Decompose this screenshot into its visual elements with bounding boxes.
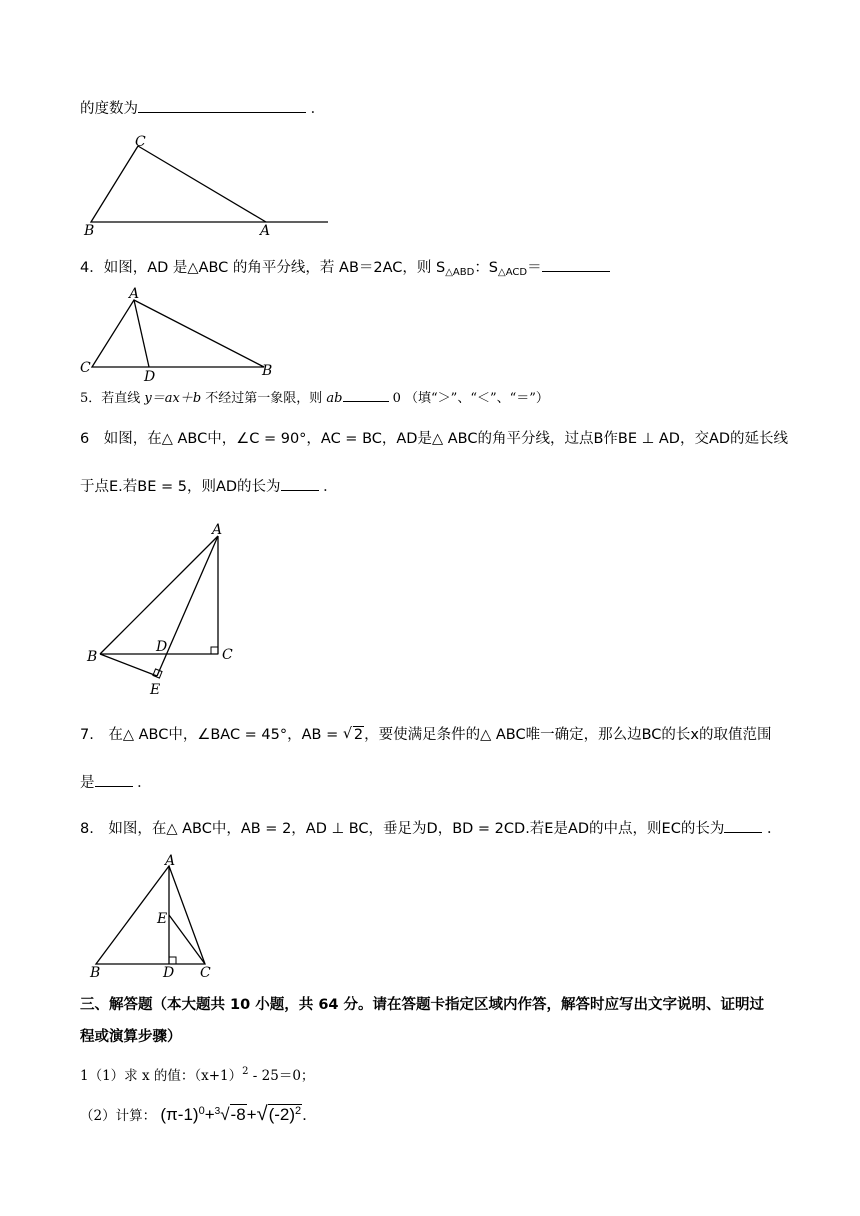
q5-tail: 0 （填“＞”、“＜”、“＝”） — [388, 391, 549, 406]
q6-text-1: 6 如图，在△ ABC中，∠C = 90°，AC = BC，AD是△ ABC的角平分线，过点B作BE ⊥ AD，交AD的延长线 — [80, 431, 789, 447]
q5-mid: 不经过第一象限，则 — [201, 391, 327, 406]
q1-exp-zero: 0 — [198, 1105, 205, 1117]
label-b: B — [262, 363, 273, 379]
label-d: D — [144, 369, 156, 384]
question-5 — [80, 389, 549, 408]
question-6-line-1 — [80, 430, 788, 448]
question-4 — [80, 257, 610, 282]
q6-period: ． — [323, 479, 338, 495]
question-6-line-2 — [80, 476, 338, 496]
q5-text: 5．若直线 — [80, 391, 145, 406]
q1-text-1: 1（1）求 x 的值：（x+1） — [80, 1068, 243, 1084]
q1-end-period: . — [302, 1105, 307, 1124]
figure-q8-triangle — [86, 854, 221, 980]
q7-text-3: 是 — [80, 775, 95, 791]
figure-q6-triangle — [82, 518, 252, 703]
square-root-symbol: √ — [256, 1103, 268, 1125]
q1-exponent: 2 — [242, 1066, 249, 1077]
label-b: B — [84, 223, 95, 239]
answer-blank — [542, 257, 610, 272]
q1-pi-term: (π-1) — [160, 1105, 199, 1124]
cube-root-symbol: √-8 — [220, 1105, 246, 1124]
q1-plus-2: + — [246, 1105, 257, 1124]
sqrt-symbol: √ 2 — [342, 726, 364, 743]
q4-mid: ：S — [474, 260, 499, 276]
label-c: C — [135, 134, 146, 150]
q1-cuberoot-index: 3 — [214, 1106, 221, 1117]
section3-text-1: 三、解答题（本大题共 10 小题，共 64 分。请在答题卡指定区域内作答，解答时应写出文字说明、证明过 — [80, 997, 765, 1013]
label-b: B — [87, 649, 98, 665]
question-1-part-2 — [80, 1102, 307, 1128]
section3-text-2: 程或演算步骤） — [80, 1029, 182, 1045]
q7-sqrt-value: 2 — [353, 727, 364, 743]
q1-sqrt-value: (-2) — [268, 1105, 296, 1124]
section-3-heading-line-2 — [80, 1028, 182, 1046]
label-c: C — [200, 965, 211, 980]
figure-triangle-bca — [80, 130, 330, 240]
answer-blank — [343, 389, 389, 402]
label-a: A — [212, 522, 223, 538]
top-text: 的度数为 — [80, 101, 138, 117]
q5-formula: y＝ax＋b — [144, 391, 202, 406]
q7-text-1: 7. 在△ ABC中，∠BAC = 45°，AB = — [80, 727, 343, 743]
label-c: C — [222, 647, 233, 663]
answer-blank — [724, 818, 762, 833]
q4-text: 4．如图，AD 是△ABC 的角平分线，若 AB＝2AC，则 S — [80, 260, 446, 276]
q1-plus-1: + — [204, 1105, 215, 1124]
figure-q4-triangle — [78, 286, 278, 384]
q4-eq: ＝ — [527, 260, 542, 276]
label-e: E — [157, 911, 168, 927]
q4-sub-acd: △ACD — [498, 267, 528, 278]
q8-period: ． — [766, 821, 782, 837]
q8-text: 8. 如图，在△ ABC中，AB = 2，AD ⊥ BC，垂足为D，BD = 2CD.若E是AD的中点，则EC的长为 — [80, 821, 725, 837]
question-7-line-1 — [80, 726, 772, 744]
q1-exp-two: 2 — [295, 1105, 302, 1117]
label-a: A — [129, 286, 140, 302]
label-d: D — [163, 965, 175, 980]
label-d: D — [156, 639, 168, 655]
section-3-heading-line-1 — [80, 996, 764, 1014]
answer-blank — [95, 772, 133, 787]
q1-text-2: - 25＝0； — [248, 1068, 315, 1084]
period: ． — [310, 101, 326, 117]
question-7-line-2 — [80, 772, 152, 792]
q1-part2-label: （2）计算： — [80, 1108, 157, 1124]
q7-period: ． — [137, 775, 152, 791]
label-a: A — [260, 223, 271, 239]
q7-text-2: ，要使满足条件的△ ABC唯一确定，那么边BC的长x的取值范围 — [364, 727, 772, 743]
q1-expression — [160, 1105, 307, 1124]
label-b: B — [90, 965, 101, 980]
q4-sub-abd: △ABD — [445, 267, 475, 278]
q6-text-2: 于点E.若BE = 5，则AD的长为 — [80, 479, 281, 495]
question-8 — [80, 818, 781, 838]
label-a: A — [165, 854, 176, 869]
blank-answer-line-top — [80, 98, 325, 118]
q5-ab: ab — [326, 391, 343, 406]
label-c: C — [80, 360, 91, 376]
q1-sqrt-radicand — [268, 1104, 303, 1124]
question-1-part-1 — [80, 1063, 314, 1085]
answer-blank — [138, 98, 306, 113]
q1-cuberoot-value: -8 — [230, 1105, 246, 1124]
label-e: E — [150, 682, 161, 698]
answer-blank — [281, 476, 319, 491]
